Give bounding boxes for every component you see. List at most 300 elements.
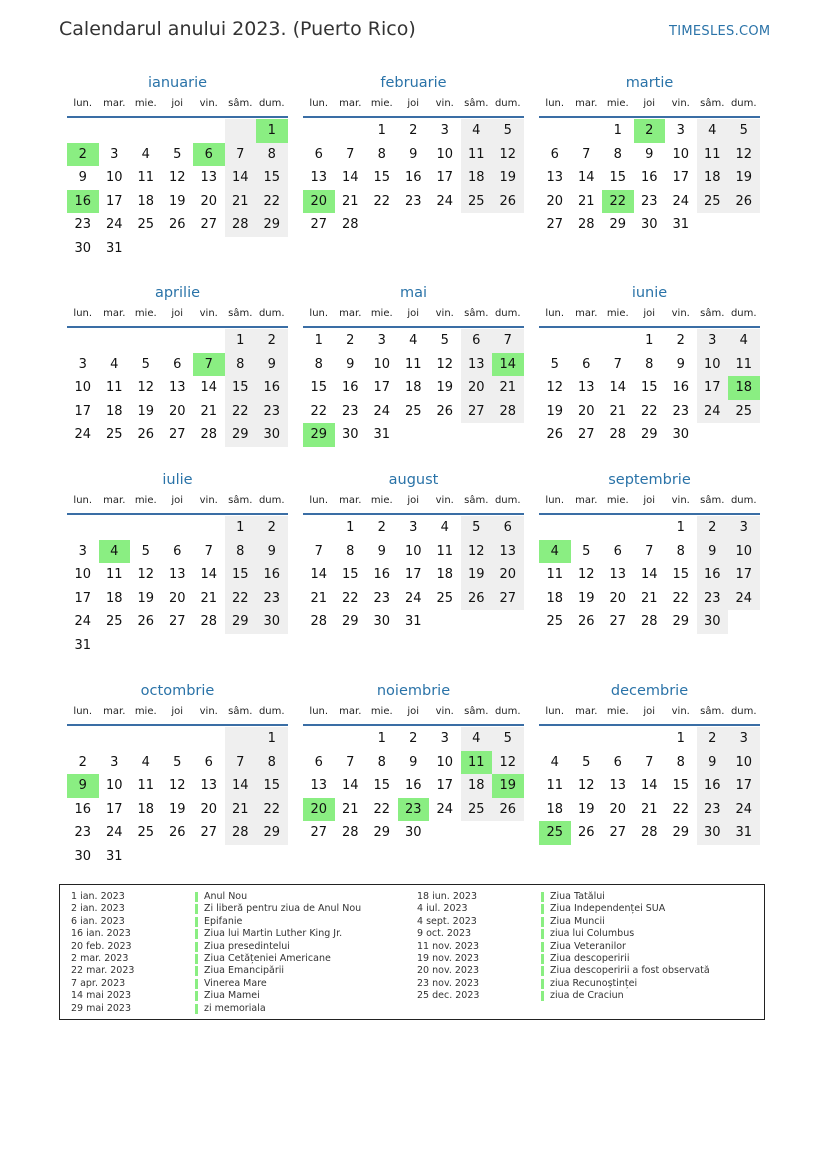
day-cell[interactable]: 11	[546, 567, 564, 582]
day-cell[interactable]: 1	[676, 520, 685, 535]
day-cell[interactable]: 20	[200, 193, 218, 209]
day-cell[interactable]: 23	[256, 587, 288, 611]
day-cell[interactable]: 29	[672, 825, 690, 840]
day-cell[interactable]: 6	[613, 543, 622, 559]
day-cell[interactable]: 17	[105, 193, 123, 209]
day-cell[interactable]: 2	[256, 516, 288, 540]
day-cell[interactable]: 18	[137, 193, 155, 209]
day-cell[interactable]: 20	[168, 590, 186, 606]
day-cell[interactable]: 10	[728, 540, 760, 564]
day-cell[interactable]: 12	[577, 567, 595, 582]
day-cell[interactable]: 17	[436, 170, 454, 185]
day-cell[interactable]: 10	[373, 356, 391, 372]
day-cell[interactable]: 28	[310, 614, 328, 629]
day-cell[interactable]: 16	[697, 774, 729, 798]
day-cell[interactable]: 28	[341, 217, 359, 232]
day-cell[interactable]: 15	[373, 170, 391, 185]
day-cell[interactable]: 3	[728, 727, 760, 751]
day-cell[interactable]: 8	[613, 146, 622, 162]
day-cell[interactable]: 5	[141, 543, 150, 559]
day-cell[interactable]: 26	[168, 217, 186, 232]
day-cell[interactable]: 8	[346, 543, 355, 559]
day-cell[interactable]: 20	[303, 190, 335, 214]
day-cell[interactable]: 21	[200, 403, 218, 419]
day-cell[interactable]: 8	[676, 754, 685, 770]
day-cell[interactable]: 12	[137, 567, 155, 582]
day-cell[interactable]: 16	[373, 567, 391, 582]
day-cell[interactable]: 17	[436, 778, 454, 793]
day-cell[interactable]: 24	[74, 427, 92, 442]
day-cell[interactable]: 26	[137, 614, 155, 629]
day-cell[interactable]: 3	[78, 356, 87, 372]
day-cell[interactable]: 31	[672, 217, 690, 232]
day-cell[interactable]: 25	[697, 190, 729, 214]
day-cell[interactable]: 10	[105, 170, 123, 185]
day-cell[interactable]: 21	[577, 193, 595, 209]
day-cell[interactable]: 21	[492, 376, 524, 400]
day-cell[interactable]: 21	[200, 590, 218, 606]
day-cell[interactable]: 28	[492, 400, 524, 424]
day-cell[interactable]: 11	[461, 143, 493, 167]
day-cell[interactable]: 9	[78, 170, 87, 185]
day-cell[interactable]: 22	[341, 590, 359, 606]
day-cell[interactable]: 12	[137, 380, 155, 395]
day-cell[interactable]: 17	[404, 567, 422, 582]
day-cell[interactable]: 8	[377, 146, 386, 162]
day-cell[interactable]: 24	[373, 403, 391, 419]
day-cell[interactable]: 16	[697, 563, 729, 587]
day-cell[interactable]: 6	[613, 754, 622, 770]
day-cell[interactable]: 17	[105, 801, 123, 817]
day-cell[interactable]: 11	[404, 356, 422, 372]
day-cell[interactable]: 10	[436, 146, 454, 162]
day-cell[interactable]: 30	[404, 825, 422, 840]
day-cell[interactable]: 20	[200, 801, 218, 817]
day-cell[interactable]: 15	[341, 567, 359, 582]
day-cell[interactable]: 12	[492, 751, 524, 775]
day-cell[interactable]: 17	[728, 563, 760, 587]
day-cell[interactable]: 3	[110, 146, 119, 162]
day-cell[interactable]: 22	[373, 801, 391, 817]
day-cell[interactable]: 3	[78, 543, 87, 559]
day-cell[interactable]: 4	[99, 540, 131, 564]
day-cell[interactable]: 28	[640, 614, 658, 629]
day-cell[interactable]: 23	[256, 400, 288, 424]
day-cell[interactable]: 13	[609, 778, 627, 793]
day-cell[interactable]: 1	[377, 731, 386, 746]
day-cell[interactable]: 5	[440, 333, 449, 348]
day-cell[interactable]: 25	[404, 403, 422, 419]
day-cell[interactable]: 15	[225, 376, 257, 400]
day-cell[interactable]: 12	[168, 778, 186, 793]
day-cell[interactable]: 12	[546, 380, 564, 395]
day-cell[interactable]: 18	[728, 376, 760, 400]
day-cell[interactable]: 26	[577, 614, 595, 629]
day-cell[interactable]: 31	[74, 637, 92, 653]
day-cell[interactable]: 26	[436, 403, 454, 419]
day-cell[interactable]: 8	[645, 356, 654, 372]
day-cell[interactable]: 7	[582, 146, 591, 162]
day-cell[interactable]: 8	[256, 143, 288, 167]
day-cell[interactable]: 7	[225, 143, 257, 167]
day-cell[interactable]: 5	[550, 356, 559, 372]
day-cell[interactable]: 23	[398, 798, 430, 822]
day-cell[interactable]: 17	[728, 774, 760, 798]
day-cell[interactable]: 30	[697, 821, 729, 845]
day-cell[interactable]: 23	[640, 193, 658, 209]
day-cell[interactable]: 19	[137, 590, 155, 606]
day-cell[interactable]: 14	[225, 166, 257, 190]
day-cell[interactable]: 14	[225, 774, 257, 798]
day-cell[interactable]: 19	[546, 403, 564, 419]
day-cell[interactable]: 29	[225, 610, 257, 634]
day-cell[interactable]: 23	[697, 587, 729, 611]
day-cell[interactable]: 1	[225, 329, 257, 353]
day-cell[interactable]: 16	[256, 376, 288, 400]
day-cell[interactable]: 16	[341, 380, 359, 395]
day-cell[interactable]: 28	[609, 427, 627, 442]
day-cell[interactable]: 30	[672, 427, 690, 442]
day-cell[interactable]: 24	[728, 587, 760, 611]
day-cell[interactable]: 24	[436, 193, 454, 209]
day-cell[interactable]: 18	[546, 801, 564, 817]
day-cell[interactable]: 20	[303, 798, 335, 822]
day-cell[interactable]: 22	[640, 403, 658, 419]
day-cell[interactable]: 21	[640, 590, 658, 606]
day-cell[interactable]: 27	[609, 614, 627, 629]
day-cell[interactable]: 27	[310, 217, 328, 232]
day-cell[interactable]: 24	[728, 798, 760, 822]
day-cell[interactable]: 16	[74, 801, 92, 817]
day-cell[interactable]: 23	[74, 217, 92, 232]
day-cell[interactable]: 21	[609, 403, 627, 419]
day-cell[interactable]: 15	[609, 170, 627, 185]
day-cell[interactable]: 9	[256, 353, 288, 377]
day-cell[interactable]: 19	[577, 801, 595, 817]
day-cell[interactable]: 19	[137, 403, 155, 419]
day-cell[interactable]: 9	[697, 540, 729, 564]
day-cell[interactable]: 15	[640, 380, 658, 395]
day-cell[interactable]: 29	[303, 423, 335, 447]
day-cell[interactable]: 13	[168, 380, 186, 395]
day-cell[interactable]: 7	[346, 146, 355, 162]
day-cell[interactable]: 22	[672, 801, 690, 817]
day-cell[interactable]: 2	[67, 143, 99, 167]
day-cell[interactable]: 2	[377, 520, 386, 535]
day-cell[interactable]: 14	[200, 380, 218, 395]
day-cell[interactable]: 7	[193, 353, 225, 377]
day-cell[interactable]: 19	[168, 193, 186, 209]
day-cell[interactable]: 3	[377, 333, 386, 348]
day-cell[interactable]: 6	[314, 146, 323, 162]
day-cell[interactable]: 24	[436, 801, 454, 817]
day-cell[interactable]: 5	[492, 119, 524, 143]
day-cell[interactable]: 30	[640, 217, 658, 232]
day-cell[interactable]: 13	[609, 567, 627, 582]
day-cell[interactable]: 26	[461, 587, 493, 611]
day-cell[interactable]: 14	[640, 778, 658, 793]
day-cell[interactable]: 1	[645, 333, 654, 348]
day-cell[interactable]: 21	[225, 798, 257, 822]
day-cell[interactable]: 18	[105, 403, 123, 419]
day-cell[interactable]: 29	[373, 825, 391, 840]
day-cell[interactable]: 19	[577, 590, 595, 606]
day-cell[interactable]: 22	[256, 798, 288, 822]
day-cell[interactable]: 9	[256, 540, 288, 564]
day-cell[interactable]: 27	[200, 825, 218, 840]
day-cell[interactable]: 6	[550, 146, 559, 162]
day-cell[interactable]: 18	[546, 590, 564, 606]
day-cell[interactable]: 20	[609, 801, 627, 817]
day-cell[interactable]: 6	[461, 329, 493, 353]
day-cell[interactable]: 26	[728, 190, 760, 214]
day-cell[interactable]: 11	[105, 567, 123, 582]
day-cell[interactable]: 16	[404, 170, 422, 185]
day-cell[interactable]: 13	[200, 778, 218, 793]
day-cell[interactable]: 5	[173, 146, 182, 162]
day-cell[interactable]: 23	[697, 798, 729, 822]
day-cell[interactable]: 25	[461, 798, 493, 822]
day-cell[interactable]: 30	[74, 848, 92, 864]
day-cell[interactable]: 5	[728, 119, 760, 143]
day-cell[interactable]: 23	[404, 193, 422, 209]
day-cell[interactable]: 21	[225, 190, 257, 214]
day-cell[interactable]: 3	[676, 123, 685, 138]
day-cell[interactable]: 11	[461, 751, 493, 775]
day-cell[interactable]: 28	[577, 217, 595, 232]
day-cell[interactable]: 10	[74, 380, 92, 395]
day-cell[interactable]: 5	[461, 516, 493, 540]
day-cell[interactable]: 19	[461, 563, 493, 587]
day-cell[interactable]: 27	[310, 825, 328, 840]
day-cell[interactable]: 6	[173, 543, 182, 559]
brand-logo-text[interactable]: TIMESLES.COM	[669, 24, 771, 39]
day-cell[interactable]: 26	[168, 825, 186, 840]
day-cell[interactable]: 18	[404, 380, 422, 395]
day-cell[interactable]: 30	[256, 423, 288, 447]
day-cell[interactable]: 16	[256, 563, 288, 587]
day-cell[interactable]: 30	[256, 610, 288, 634]
day-cell[interactable]: 5	[492, 727, 524, 751]
day-cell[interactable]: 26	[577, 825, 595, 840]
day-cell[interactable]: 9	[697, 751, 729, 775]
day-cell[interactable]: 4	[461, 727, 493, 751]
day-cell[interactable]: 23	[672, 403, 690, 419]
day-cell[interactable]: 22	[602, 190, 634, 214]
day-cell[interactable]: 7	[204, 543, 213, 559]
day-cell[interactable]: 7	[645, 754, 654, 770]
day-cell[interactable]: 5	[141, 356, 150, 372]
day-cell[interactable]: 1	[676, 731, 685, 746]
day-cell[interactable]: 6	[173, 356, 182, 372]
day-cell[interactable]: 17	[672, 170, 690, 185]
day-cell[interactable]: 21	[310, 590, 328, 606]
day-cell[interactable]: 18	[105, 590, 123, 606]
day-cell[interactable]: 8	[225, 540, 257, 564]
day-cell[interactable]: 20	[577, 403, 595, 419]
day-cell[interactable]: 16	[672, 380, 690, 395]
day-cell[interactable]: 3	[440, 731, 449, 746]
day-cell[interactable]: 25	[105, 427, 123, 442]
day-cell[interactable]: 30	[74, 240, 92, 256]
day-cell[interactable]: 22	[672, 590, 690, 606]
day-cell[interactable]: 12	[168, 170, 186, 185]
day-cell[interactable]: 2	[697, 516, 729, 540]
day-cell[interactable]: 29	[256, 213, 288, 237]
day-cell[interactable]: 7	[645, 543, 654, 559]
day-cell[interactable]: 3	[409, 520, 418, 535]
day-cell[interactable]: 8	[256, 751, 288, 775]
day-cell[interactable]: 11	[546, 778, 564, 793]
day-cell[interactable]: 8	[314, 356, 323, 372]
day-cell[interactable]: 27	[461, 400, 493, 424]
day-cell[interactable]: 3	[697, 329, 729, 353]
day-cell[interactable]: 19	[492, 166, 524, 190]
day-cell[interactable]: 25	[105, 614, 123, 629]
day-cell[interactable]: 20	[546, 193, 564, 209]
day-cell[interactable]: 7	[346, 754, 355, 770]
day-cell[interactable]: 31	[373, 427, 391, 442]
day-cell[interactable]: 14	[492, 353, 524, 377]
day-cell[interactable]: 4	[697, 119, 729, 143]
day-cell[interactable]: 27	[168, 614, 186, 629]
day-cell[interactable]: 26	[492, 190, 524, 214]
day-cell[interactable]: 24	[404, 590, 422, 606]
day-cell[interactable]: 26	[137, 427, 155, 442]
day-cell[interactable]: 18	[137, 801, 155, 817]
day-cell[interactable]: 30	[373, 614, 391, 629]
day-cell[interactable]: 27	[168, 427, 186, 442]
day-cell[interactable]: 13	[310, 778, 328, 793]
day-cell[interactable]: 6	[204, 754, 213, 770]
day-cell[interactable]: 2	[634, 119, 666, 143]
day-cell[interactable]: 27	[492, 587, 524, 611]
day-cell[interactable]: 22	[310, 403, 328, 419]
day-cell[interactable]: 22	[256, 190, 288, 214]
day-cell[interactable]: 31	[404, 614, 422, 629]
day-cell[interactable]: 21	[640, 801, 658, 817]
day-cell[interactable]: 22	[225, 587, 257, 611]
day-cell[interactable]: 6	[582, 356, 591, 372]
day-cell[interactable]: 17	[74, 590, 92, 606]
day-cell[interactable]: 5	[173, 754, 182, 770]
day-cell[interactable]: 10	[74, 567, 92, 582]
day-cell[interactable]: 1	[256, 119, 288, 143]
day-cell[interactable]: 5	[582, 754, 591, 770]
day-cell[interactable]: 9	[67, 774, 99, 798]
day-cell[interactable]: 6	[492, 516, 524, 540]
day-cell[interactable]: 19	[436, 380, 454, 395]
day-cell[interactable]: 13	[310, 170, 328, 185]
day-cell[interactable]: 29	[609, 217, 627, 232]
day-cell[interactable]: 21	[341, 193, 359, 209]
day-cell[interactable]: 16	[404, 778, 422, 793]
day-cell[interactable]: 15	[672, 567, 690, 582]
day-cell[interactable]: 27	[200, 217, 218, 232]
day-cell[interactable]: 2	[409, 731, 418, 746]
day-cell[interactable]: 30	[341, 427, 359, 442]
day-cell[interactable]: 24	[697, 400, 729, 424]
day-cell[interactable]: 15	[256, 166, 288, 190]
day-cell[interactable]: 11	[105, 380, 123, 395]
day-cell[interactable]: 14	[341, 778, 359, 793]
day-cell[interactable]: 25	[461, 190, 493, 214]
day-cell[interactable]: 25	[539, 821, 571, 845]
day-cell[interactable]: 2	[346, 333, 355, 348]
day-cell[interactable]: 4	[550, 754, 559, 770]
day-cell[interactable]: 2	[78, 754, 87, 770]
day-cell[interactable]: 14	[640, 567, 658, 582]
day-cell[interactable]: 20	[492, 563, 524, 587]
day-cell[interactable]: 2	[256, 329, 288, 353]
day-cell[interactable]: 19	[728, 166, 760, 190]
day-cell[interactable]: 19	[492, 774, 524, 798]
day-cell[interactable]: 2	[697, 727, 729, 751]
day-cell[interactable]: 29	[672, 614, 690, 629]
day-cell[interactable]: 17	[74, 403, 92, 419]
day-cell[interactable]: 15	[256, 774, 288, 798]
day-cell[interactable]: 4	[409, 333, 418, 348]
day-cell[interactable]: 1	[346, 520, 355, 535]
day-cell[interactable]: 3	[110, 754, 119, 770]
day-cell[interactable]: 24	[105, 217, 123, 232]
day-cell[interactable]: 1	[377, 123, 386, 138]
day-cell[interactable]: 15	[373, 778, 391, 793]
day-cell[interactable]: 28	[200, 614, 218, 629]
day-cell[interactable]: 4	[141, 146, 150, 162]
day-cell[interactable]: 4	[141, 754, 150, 770]
day-cell[interactable]: 18	[461, 774, 493, 798]
day-cell[interactable]: 4	[110, 356, 119, 372]
day-cell[interactable]: 10	[436, 754, 454, 770]
day-cell[interactable]: 7	[225, 751, 257, 775]
day-cell[interactable]: 10	[697, 353, 729, 377]
day-cell[interactable]: 10	[404, 543, 422, 559]
day-cell[interactable]: 11	[137, 778, 155, 793]
day-cell[interactable]: 11	[436, 543, 454, 559]
day-cell[interactable]: 20	[609, 590, 627, 606]
day-cell[interactable]: 23	[341, 403, 359, 419]
day-cell[interactable]: 15	[310, 380, 328, 395]
day-cell[interactable]: 24	[105, 825, 123, 840]
day-cell[interactable]: 15	[672, 778, 690, 793]
day-cell[interactable]: 22	[225, 400, 257, 424]
day-cell[interactable]: 7	[492, 329, 524, 353]
day-cell[interactable]: 20	[461, 376, 493, 400]
day-cell[interactable]: 18	[461, 166, 493, 190]
day-cell[interactable]: 13	[461, 353, 493, 377]
day-cell[interactable]: 10	[105, 778, 123, 793]
day-cell[interactable]: 1	[613, 123, 622, 138]
day-cell[interactable]: 12	[492, 143, 524, 167]
day-cell[interactable]: 9	[645, 146, 654, 162]
day-cell[interactable]: 11	[697, 143, 729, 167]
day-cell[interactable]: 4	[461, 119, 493, 143]
day-cell[interactable]: 13	[546, 170, 564, 185]
day-cell[interactable]: 31	[728, 821, 760, 845]
day-cell[interactable]: 14	[341, 170, 359, 185]
day-cell[interactable]: 3	[440, 123, 449, 138]
day-cell[interactable]: 12	[728, 143, 760, 167]
day-cell[interactable]: 24	[74, 614, 92, 629]
day-cell[interactable]: 3	[728, 516, 760, 540]
day-cell[interactable]: 9	[409, 754, 418, 770]
day-cell[interactable]: 25	[728, 400, 760, 424]
day-cell[interactable]: 13	[492, 540, 524, 564]
day-cell[interactable]: 14	[200, 567, 218, 582]
day-cell[interactable]: 14	[577, 170, 595, 185]
day-cell[interactable]: 10	[672, 146, 690, 162]
